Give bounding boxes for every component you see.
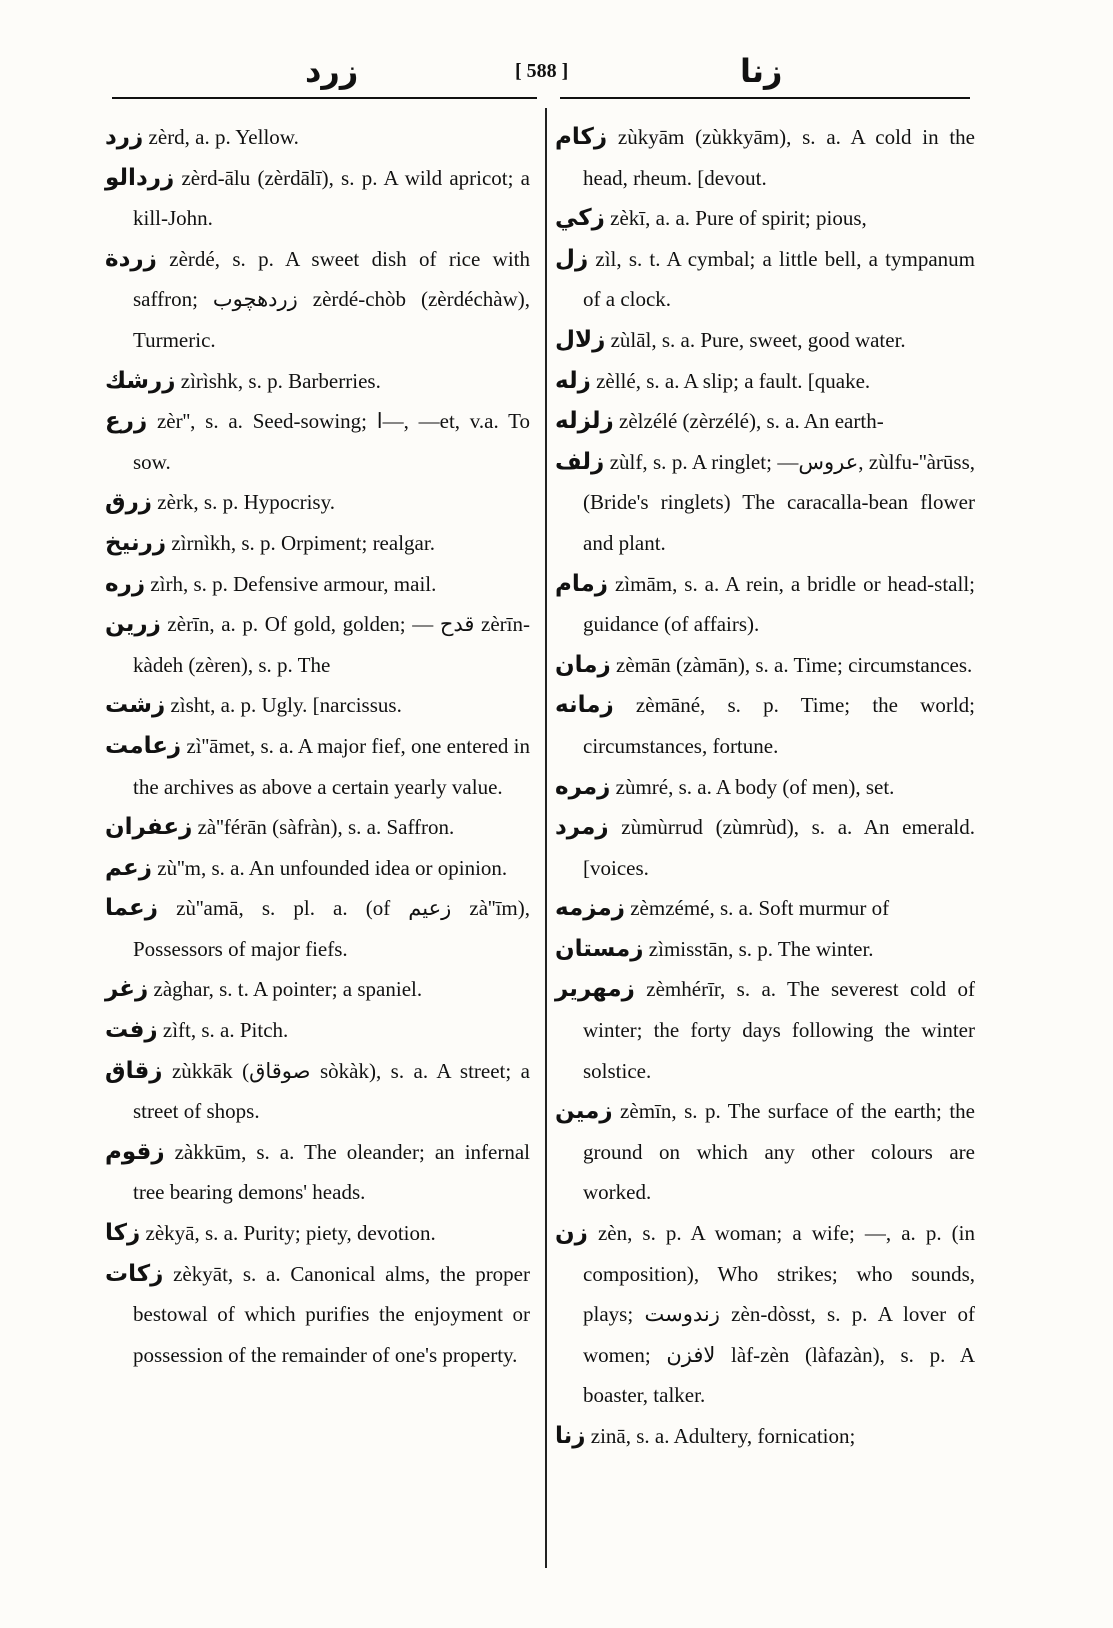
dictionary-entry bbox=[555, 1213, 975, 1416]
headword-arabic: زغر bbox=[105, 976, 149, 1003]
headword-arabic: زل bbox=[555, 245, 589, 272]
headword-arabic: زشت bbox=[105, 692, 166, 719]
headword-arabic: زمان bbox=[555, 651, 611, 678]
dictionary-entry bbox=[555, 1091, 975, 1213]
dictionary-entry bbox=[555, 198, 975, 239]
entry-text: zèkī, a. a. Pure of spirit; pious, bbox=[610, 206, 867, 231]
entry-text: zèrīn, a. p. Of gold, golden; — قدح zèrīn-kàdeh (zèren), s. p. The bbox=[133, 612, 531, 677]
entry-text: zàghar, s. t. A pointer; a spaniel. bbox=[153, 977, 423, 1002]
headword-arabic: زقاق bbox=[105, 1057, 163, 1084]
dictionary-entry bbox=[555, 320, 975, 361]
headword-arabic: زلزله bbox=[555, 408, 614, 435]
entry-text: zìrh, s. p. Defensive armour, mail. bbox=[150, 571, 437, 596]
dictionary-entry bbox=[105, 1132, 530, 1213]
headword-arabic: زمين bbox=[555, 1098, 613, 1125]
headword-arabic: زكات bbox=[105, 1260, 164, 1287]
dictionary-entry bbox=[105, 1213, 530, 1254]
entry-text: zèmān (zàmān), s. a. Time; circumstances. bbox=[616, 652, 973, 677]
entry-text: zù''m, s. a. An unfounded idea or opinion. bbox=[157, 855, 508, 880]
headword-arabic: زكي bbox=[555, 205, 605, 232]
entry-text: zèr'', s. a. Seed-sowing; ا—, —et, v.a. To sow. bbox=[133, 409, 530, 474]
headword-arabic: زلال bbox=[555, 326, 606, 353]
headword-arabic: زعم bbox=[105, 854, 152, 881]
entry-text: zinā, s. a. Adultery, fornication; bbox=[590, 1424, 856, 1448]
headword-arabic: زقوم bbox=[105, 1138, 165, 1165]
page-number: [ 588 ] bbox=[515, 60, 569, 82]
right-column bbox=[555, 117, 975, 1457]
entry-text: zàkkūm, s. a. The oleander; an infernal tree bearing demons' heads. bbox=[133, 1139, 531, 1205]
entry-text: zìmisstān, s. p. The winter. bbox=[648, 936, 874, 961]
entry-text: zùkkāk (صوقاق sòkàk), s. a. A street; a street of shops. bbox=[133, 1058, 530, 1124]
headword-arabic: زمام bbox=[555, 570, 608, 597]
dictionary-entry bbox=[555, 361, 975, 402]
left-column bbox=[105, 117, 530, 1375]
entry-text: zùmùrrud (zùmrùd), s. a. An emerald. [voices. bbox=[583, 815, 975, 880]
headword-arabic: زمره bbox=[555, 773, 611, 800]
dictionary-entry bbox=[555, 117, 975, 198]
entry-text: zèllé, s. a. A slip; a fault. [quake. bbox=[596, 368, 871, 393]
headword-arabic: زرق bbox=[105, 489, 153, 516]
headword-arabic: زمرد bbox=[555, 814, 609, 841]
headword-arabic: زعامت bbox=[105, 732, 182, 759]
headword-arabic: زفت bbox=[105, 1017, 158, 1044]
dictionary-entry bbox=[555, 969, 975, 1091]
entry-text: zèmīn, s. p. The surface of the earth; the ground on which any other colours are worked. bbox=[583, 1099, 975, 1205]
dictionary-entry bbox=[555, 645, 975, 686]
headword-arabic: زرنيخ bbox=[105, 529, 167, 556]
dictionary-entry bbox=[555, 564, 975, 645]
entry-text: zìrìshk, s. p. Barberries. bbox=[180, 368, 381, 393]
headword-arabic: زره bbox=[105, 570, 146, 597]
dictionary-entry bbox=[105, 401, 530, 482]
dictionary-entry bbox=[105, 848, 530, 889]
column-divider bbox=[545, 108, 547, 1568]
entry-text: zìft, s. a. Pitch. bbox=[162, 1018, 289, 1043]
entry-text: zìl, s. t. A cymbal; a little bell, a tympanum of a clock. bbox=[583, 246, 975, 312]
headword-arabic: زمزمه bbox=[555, 895, 625, 922]
entry-text: zèmzémé, s. a. Soft murmur of bbox=[630, 896, 890, 921]
headword-arabic: زمستان bbox=[555, 935, 644, 962]
dictionary-entry bbox=[105, 685, 530, 726]
entry-text: zùlāl, s. a. Pure, sweet, good water. bbox=[610, 327, 906, 352]
header-rule-left bbox=[112, 97, 537, 99]
headword-arabic: زرع bbox=[105, 408, 148, 435]
dictionary-entry bbox=[105, 807, 530, 848]
headword-arabic: زنا bbox=[555, 1423, 586, 1449]
dictionary-entry bbox=[105, 564, 530, 605]
entry-text: zèkyā, s. a. Purity; piety, devotion. bbox=[145, 1221, 436, 1246]
entry-text: zìmām, s. a. A rein, a bridle or head-stall; guidance (of affairs). bbox=[583, 571, 976, 637]
dictionary-entry bbox=[105, 726, 530, 807]
headword-arabic: زله bbox=[555, 367, 591, 394]
header-rule-right bbox=[560, 97, 970, 99]
entry-text: zèmhérīr, s. a. The severest cold of winter; the forty days following the winter solstice. bbox=[583, 977, 975, 1083]
dictionary-entry bbox=[555, 685, 975, 766]
entry-text: zùlf, s. p. A ringlet; —عروس, zùlfu-''àrūss, (Bride's ringlets) The caracalla-bean flower and plant. bbox=[583, 449, 976, 555]
headword-arabic: زرين bbox=[105, 611, 161, 638]
running-head-right: زنا bbox=[740, 52, 783, 90]
headword-arabic: زردة bbox=[105, 245, 157, 272]
entry-text: zèrdé, s. p. A sweet dish of rice with saffron; زردهچوب zèrdé-chòb (zèrdéchàw), Turmeric. bbox=[133, 246, 531, 352]
entry-text: zèrd-ālu (zèrdālī), s. p. A wild apricot; a kill-John. bbox=[133, 165, 530, 231]
headword-arabic: زعفران bbox=[105, 814, 193, 841]
dictionary-entry bbox=[105, 361, 530, 402]
headword-arabic: زمانه bbox=[555, 692, 614, 719]
entry-text: zèmāné, s. p. Time; the world; circumstances, fortune. bbox=[583, 693, 976, 758]
headword-arabic: زعما bbox=[105, 895, 159, 922]
dictionary-entry bbox=[105, 1051, 530, 1132]
dictionary-entry bbox=[555, 767, 975, 808]
dictionary-entry bbox=[105, 158, 530, 239]
dictionary-entry bbox=[555, 1416, 975, 1457]
dictionary-entry bbox=[555, 929, 975, 970]
dictionary-entry bbox=[105, 482, 530, 523]
dictionary-entry bbox=[555, 807, 975, 888]
dictionary-entry bbox=[105, 888, 530, 969]
entry-text: zìsht, a. p. Ugly. [narcissus. bbox=[170, 693, 402, 718]
dictionary-entry bbox=[105, 969, 530, 1010]
headword-arabic: زردالو bbox=[105, 164, 175, 191]
entry-text: zèkyāt, s. a. Canonical alms, the proper bestowal of which purifies the enjoyment or possession of the remainder of one's property. bbox=[133, 1261, 531, 1367]
headword-arabic: زكام bbox=[555, 124, 608, 150]
headword-arabic: زن bbox=[555, 1220, 588, 1247]
entry-text: zì''āmet, s. a. A major fief, one entered in the archives as above a certain yearly value. bbox=[133, 733, 530, 799]
running-head-left: زرد bbox=[305, 52, 359, 90]
headword-arabic: زلف bbox=[555, 448, 605, 475]
headword-arabic: زمهرير bbox=[555, 976, 635, 1003]
dictionary-entry bbox=[105, 239, 530, 361]
entry-text: zèrk, s. p. Hypocrisy. bbox=[157, 490, 335, 515]
entry-text: zù''amā, s. pl. a. (of زعيم zà''īm), Possessors of major fiefs. bbox=[133, 896, 531, 961]
dictionary-entry bbox=[105, 1254, 530, 1376]
dictionary-entry bbox=[555, 401, 975, 442]
entry-text: zèn, s. p. A woman; a wife; —, a. p. (in composition), Who strikes; who sounds, plays; زندوست zèn-dòsst, s. p. A lover of women; لافزن làf-zèn (làfazàn), s. p. A boaster, talker. bbox=[583, 1221, 976, 1408]
entry-text: zà''férān (sàfràn), s. a. Saffron. bbox=[197, 815, 455, 840]
headword-arabic: زرشك bbox=[105, 367, 176, 394]
dictionary-entry bbox=[105, 117, 530, 158]
dictionary-entry bbox=[555, 239, 975, 320]
dictionary-entry bbox=[555, 442, 975, 564]
dictionary-entry bbox=[555, 888, 975, 929]
entry-text: zìrnìkh, s. p. Orpiment; realgar. bbox=[171, 530, 435, 555]
entry-text: zùmré, s. a. A body (of men), set. bbox=[615, 774, 895, 799]
dictionary-entry bbox=[105, 604, 530, 685]
entry-text: zèrd, a. p. Yellow. bbox=[148, 125, 299, 149]
headword-arabic: زكا bbox=[105, 1220, 141, 1247]
entry-text: zèlzélé (zèrzélé), s. a. An earth- bbox=[619, 409, 884, 434]
entry-text: zùkyām (zùkkyām), s. a. A cold in the head, rheum. [devout. bbox=[583, 125, 975, 190]
dictionary-entry bbox=[105, 523, 530, 564]
headword-arabic: زرد bbox=[105, 124, 144, 150]
dictionary-entry bbox=[105, 1010, 530, 1051]
